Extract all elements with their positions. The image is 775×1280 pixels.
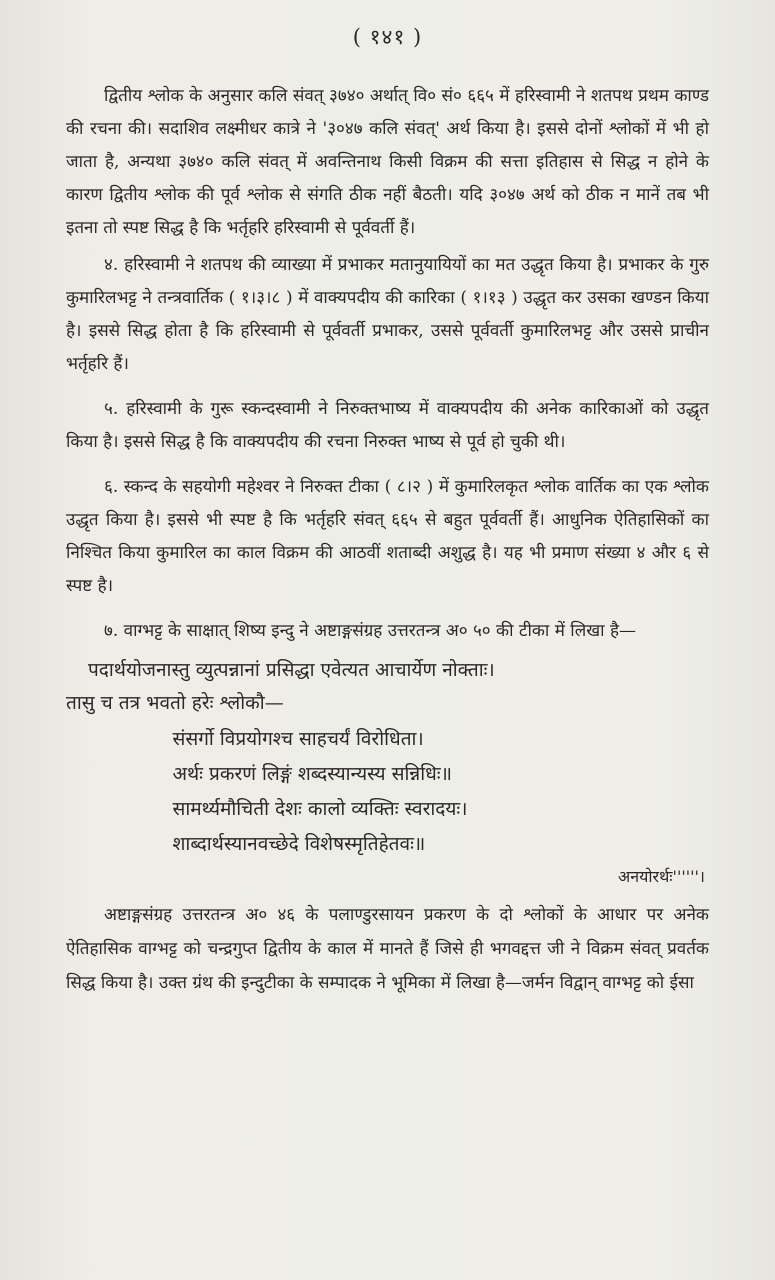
page-number: ( १४१ ) [352,25,423,49]
paragraph-point-4: ४. हरिस्वामी ने शतपथ की व्याख्या में प्रभाकर मतानुयायियों का मत उद्धृत किया है। प्रभाकर के गुरु कुमारिलभट्ट ने तन्त्रवार्तिक ( १।३।८ ) में वाक्यपदीय की कारिका ( १।१३ ) उद्धृत कर उसका खण्डन किया है। इससे सिद्ध होता है कि हरिस्वामी से पूर्ववर्ती प्रभाकर, उससे पूर्ववर्ती कुमारिलभट्ट और उससे प्राचीन भर्तृहरि हैं। [66,255,709,374]
paragraph-point-5: ५. हरिस्वामी के गुरू स्कन्दस्वामी ने निरुक्तभाष्य में वाक्यपदीय की अनेक कारिकाओं को उद्धृत किया है। इससे सिद्ध है कि वाक्यपदीय की रचना निरुक्त भाष्य से पूर्व हो चुकी थी। [66,399,709,452]
paragraph-dvitiya-shloka: द्वितीय श्लोक के अनुसार कलि संवत् ३७४० अर्थात् वि० सं० ६६५ में हरिस्वामी ने शतपथ प्रथम काण्ड की रचना की। सदाशिव लक्ष्मीधर कात्रे ने '३०४७ कलि संवत्' अर्थ किया है। इससे दोनों श्लोकों में भी हो जाता है, अन्यथा ३७४० कलि संवत् में अवन्तिनाथ किसी विक्रम की सत्ता इतिहास से सिद्ध न होने के कारण द्वितीय श्लोक की पूर्व श्लोक से संगति ठीक नहीं बैठती। यदि ३०४७ अर्थ को ठीक न मानें तब भी इतना तो स्पष्ट सिद्ध है कि भर्तृहरि हरिस्वामी से पूर्ववर्ती हैं। [66,86,709,238]
verse-block [66,722,709,862]
quote-line-2: तासु च तत्र भवतो हरेः श्लोकौ— [66,692,284,714]
paragraph-point-7: ७. वाग्भट्ट के साक्षात् शिष्य इन्दु ने अष्टाङ्गसंग्रह उत्तरतन्त्र अ० ५० की टीका में लिखा है— [104,621,636,641]
paragraph-point-6: ६. स्कन्द के सहयोगी महेश्वर ने निरुक्त टीका ( ८।२ ) में कुमारिलकृत श्लोक वार्तिक का एक श्लोक उद्धृत किया है। इससे भी स्पष्ट है कि भर्तृहरि संवत् ६६५ से बहुत पूर्ववर्ती हैं। आधुनिक ऐतिहासिकों का निश्चित किया कुमारिल का काल विक्रम की आठवीं शताब्दी अशुद्ध है। यह भी प्रमाण संख्या ४ और ६ से स्पष्ट है। [66,477,709,596]
verse-line-2: अर्थः प्रकरणं लिङ्गं शब्दस्यान्यस्य सन्निधिः॥ [172,763,453,785]
verse-line-4: शाब्दार्थस्यानवच्छेदे विशेषस्मृतिहेतवः॥ [172,833,426,855]
quote-line-1: पदार्थयोजनास्तु व्युत्पन्नानां प्रसिद्धा एवेत्यत आचार्येण नोक्ताः। [88,659,495,681]
paragraph-ashtanga-sangraha: अष्टाङ्गसंग्रह उत्तरतन्त्र अ० ४६ के पलाण्डुरसायन प्रकरण के दो श्लोकों के आधार पर अनेक ऐतिहासिक वाग्भट्ट को चन्द्रगुप्त द्वितीय के काल में मानते हैं जिसे ही भगवद्दत्त जी ने विक्रम संवत् प्रवर्तक सिद्ध किया है। उक्त ग्रंथ की इन्दुटीका के सम्पादक ने भूमिका में लिखा है—जर्मन विद्वान् वाग्भट्ट को ईसा [66,905,709,993]
verse-line-3: सामर्थ्यमौचिती देशः कालो व्यक्तिः स्वरादयः। [172,798,468,820]
verse-line-1: संसर्गो विप्रयोगश्च साहचर्यं विरोधिता। [172,728,424,750]
closing-section [66,898,709,1000]
sanskrit-quote [66,654,709,720]
anayor-artha: अनयोरर्थः''''''। [618,867,705,886]
